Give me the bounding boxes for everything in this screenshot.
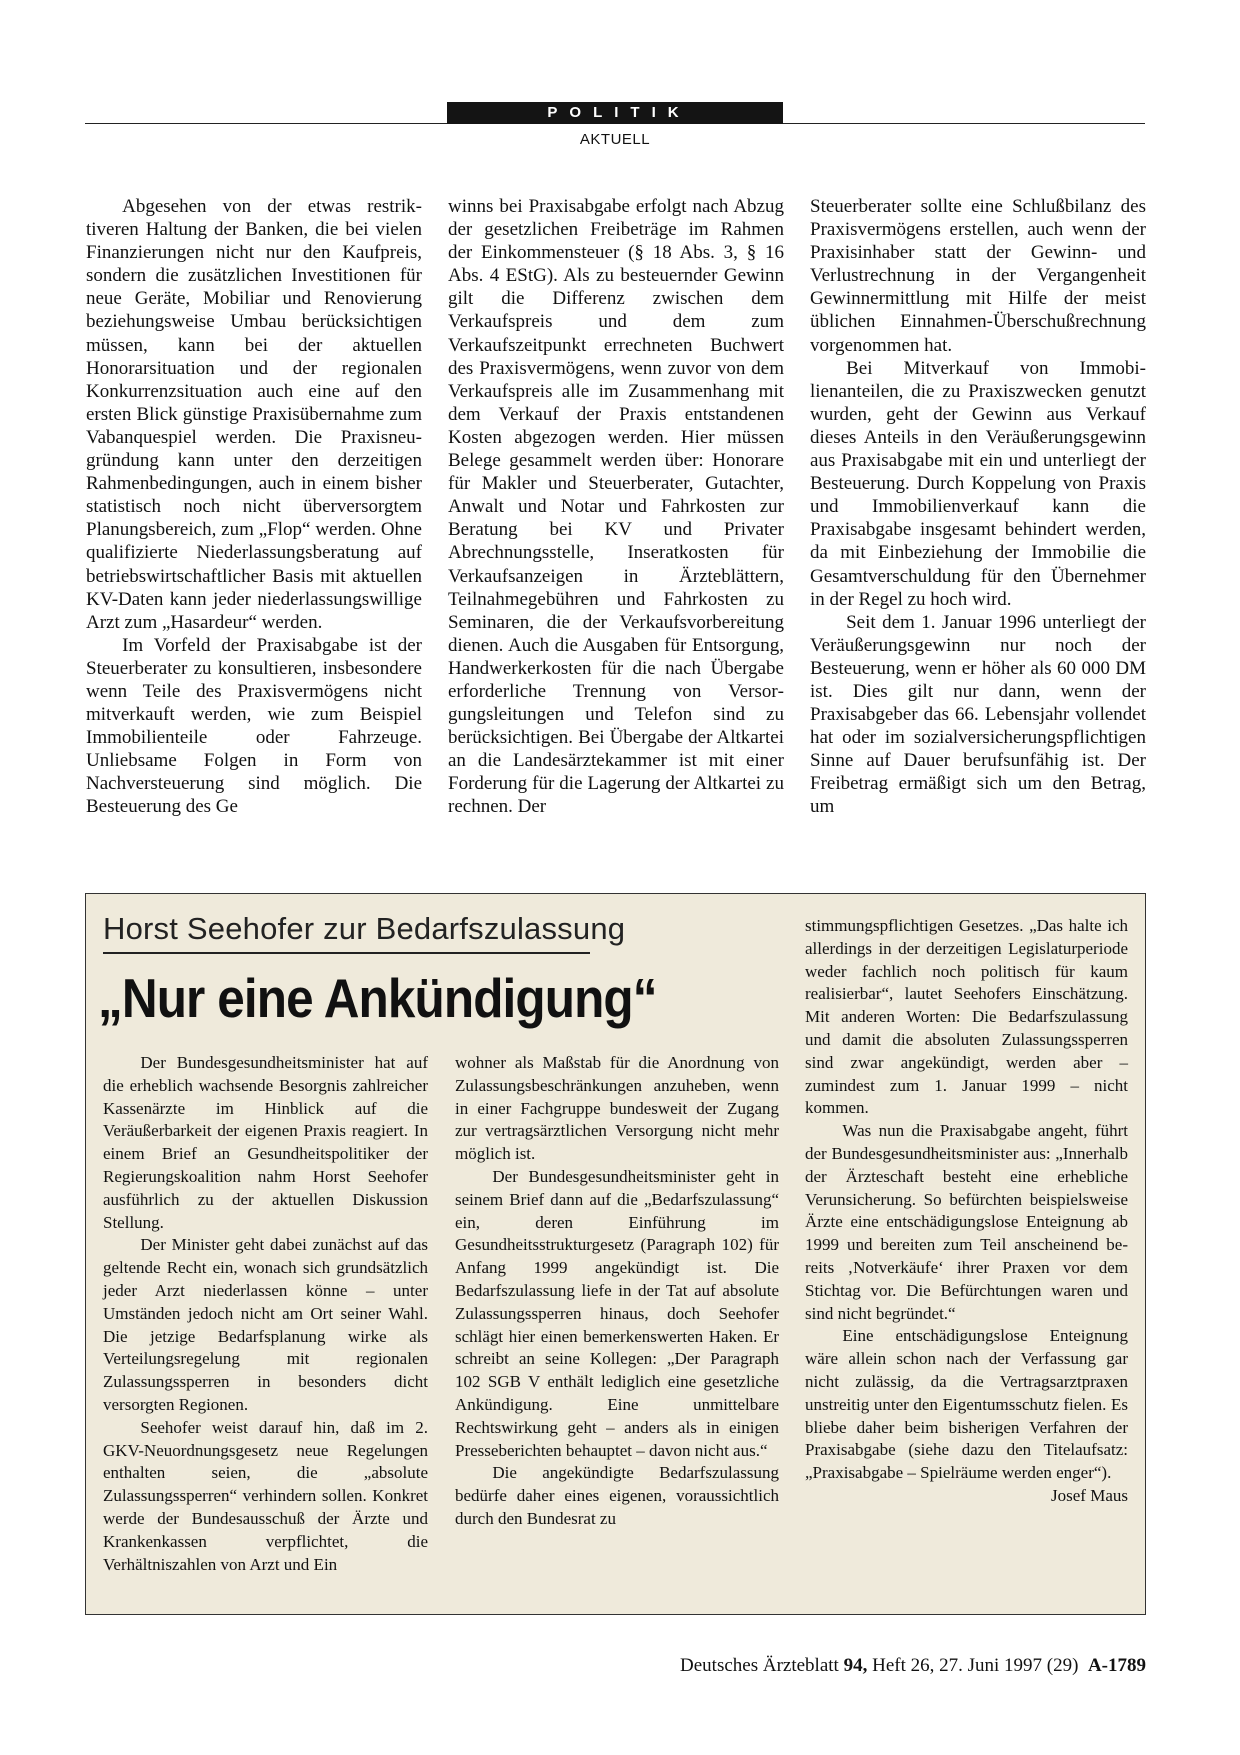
page-footer <box>600 1655 1146 1677</box>
paragraph: Abgesehen von der etwas restriktiveren Haltung der Banken, die bei vielen Finanzierungen nicht nur den Kaufpreis, sondern die zusätzlichen Investitionen für neue Geräte, Mobiliar und Renovierung beziehungsweise Umbau berücksichtigen müssen, kann bei der aktuellen Honorarsituation und der regionalen Konkurrenzsituation auch eine auf den ersten Blick günstige Praxisübernahme zum Vabanquespiel werden. Die Praxisneugründung kann unter den derzeitigen Rahmenbedingungen, auch in einem bisher statistisch noch nicht überversorgtem Planungsbereich, zum „Flop“ werden. Ohne qualifizierte Niederlassungsberatung auf betriebswirtschaftlicher Basis mit aktuellen KV-Daten kann jeder niederlassungswillige Arzt zum „Hasardeur“ werden. <box>86 196 422 633</box>
paragraph: Bei Mitverkauf von Immobilienanteilen, die zu Praxiszwecken genutzt wurden, geht der Gewinn aus Verkauf dieses Anteils in den Veräußerungsgewinn aus Praxisabgabe mit ein und unterliegt der Besteuerung. Durch Koppelung von Praxis und Immobilienverkauf kann die Praxisabgabe insgesamt behindert werden, da mit Einbeziehung der Immobilie die Gesamtverschuldung für den Übernehmer in der Regel zu hoch wird. <box>810 357 1146 610</box>
paragraph: Der Bundesgesundheitsminister hat auf die erheblich wachsende Besorgnis zahlreicher Kassenärzte im Hinblick auf die Veräußerbarkeit der eigenen Praxis reagiert. In einem Brief an Gesundheitspolitiker der Regierungskoalition nahm Horst Seehofer ausführlich zu der aktuellen Diskussion Stellung. <box>103 1053 428 1232</box>
page-number: A-1789 <box>1087 1655 1146 1676</box>
paragraph: Der Minister geht dabei zunächst auf das geltende Recht ein, wonach sich grundsätzlich jeder Arzt niederlassen könne – unter Umständen jedoch nicht am Ort seiner Wahl. Die jetzige Bedarfsplanung wirke als Verteilungsregelung mit regionalen Zulassungssperren in besonders dicht versorgten Regionen. <box>103 1235 428 1414</box>
box-headline: „Nur eine Ankündigung“ <box>98 967 657 1029</box>
paragraph: stimmungspflichtigen Gesetzes. „Das halte ich allerdings in der derzeitigen Legislaturperiode weder fachlich noch politisch für kaum realisierbar“, lautet Seehofers Einschätzung. Mit anderen Worten: Die Bedarfszulassung und damit die absoluten Zulassungssperren sind zwar angekündigt, werden aber – zumindest zum 1. Januar 1999 – nicht kommen. <box>805 916 1128 1118</box>
kicker-underline <box>103 952 590 954</box>
box-kicker: Horst Seehofer zur Bedarfszulassung <box>103 911 626 946</box>
paragraph: Was nun die Praxisabgabe angeht, führt der Bundesgesundheitsminister aus: „Innerhalb der Ärzteschaft besteht eine erhebliche Verunsicherung. So befürchten beispielsweise Ärzte eine entschädigungslose Enteignung ab 1999 und bereiten zum Teil anscheinend bereits ‚Notverkäufe‘ ihrer Praxen vor dem Stichtag vor. Die Befürchtungen waren und sind nicht begründet.“ <box>805 1121 1128 1323</box>
paragraph: Der Bundesgesundheitsminister geht in seinem Brief dann auf die „Bedarfszulassung“ ein, deren Einführung im Gesundheitsstrukturgesetz (Paragraph 102) für Anfang 1999 angekündigt ist. Die Bedarfszulassung liefe in der Tat auf absolute Zulassungssperren hinaus, doch Seehofer schlägt hier einen bemerkenswerten Haken. Er schreibt an seine Kollegen: „Der Paragraph 102 SGB V enthält lediglich eine gesetzliche Ankündigung. Eine unmittelbare Rechtswirkung geht – anders als in einigen Presseberichten behauptet – davon nicht aus.“ <box>455 1166 779 1460</box>
issue-info: Heft 26, 27. Juni 1997 (29) <box>872 1655 1079 1676</box>
paragraph-text: Eine entschädigungslose Enteignung wäre allein schon nach der Verfassung gar nicht zulässig, da die Vertragsarztpraxen unstreitig unter den Eigentumsschutz fielen. Es bliebe daher beim bisherigen Verfahren der Praxisabgabe (siehe dazu den Titelaufsatz: „Praxisabgabe – Spielräume werden enger“). <box>805 1326 1128 1483</box>
journal-name: Deutsches Ärzteblatt <box>680 1655 839 1676</box>
paragraph: wohner als Maßstab für die Anordnung von Zulassungsbeschränkungen anzuheben, wenn in einer Fachgruppe bundesweit der Zugang zur vertragsärztlichen Versorgung nicht mehr möglich ist. <box>455 1053 779 1164</box>
subsection-label: AKTUELL <box>579 131 651 148</box>
volume-number: 94, <box>843 1655 868 1676</box>
box-column-3 <box>805 915 1128 1508</box>
paragraph: Die angekündigte Bedarfszulassung bedürfe daher eines eigenen, voraussichtlich durch den Bundesrat zu <box>455 1463 779 1528</box>
article-column-3 <box>810 195 1146 819</box>
paragraph: Seehofer weist darauf hin, daß im 2. GKV-Neuordnungsgesetz neue Regelungen enthalten seien, die „absolute Zulassungssperren“ verhindern sollen. Konkret werde der Bundesausschuß der Ärzte und Krankenkassen verpflichtet, die Verhältniszahlen von Arzt und Ein <box>103 1417 428 1574</box>
box-column-1 <box>103 1052 428 1576</box>
section-label: POLITIK <box>447 102 783 124</box>
paragraph: Steuerberater sollte eine Schlußbilanz des Praxisvermögens erstellen, auch wenn der Praxisinhaber statt der Gewinn- und Verlustrechnung in der Vergangenheit Gewinnermittlung mit Hilfe der meist üblichen Einnahmen-Überschußrechnung vorgenommen hat. <box>810 196 1146 356</box>
paragraph <box>805 1325 1128 1505</box>
paragraph: Im Vorfeld der Praxisabgabe ist der Steuerberater zu konsultieren, insbesondere wenn Teile des Praxisvermögens nicht mitverkauft werden, wie zum Beispiel Immobilienteile oder Fahrzeuge. Unliebsame Folgen in Form von Nachversteuerung sind möglich. Die Besteuerung des Ge <box>86 634 422 818</box>
article-column-2 <box>448 195 784 819</box>
paragraph: Seit dem 1. Januar 1996 unterliegt der Veräußerungsgewinn nur noch der Besteuerung, wenn er höher als 60 000 DM ist. Dies gilt nur dann, wenn der Praxisabgeber das 66. Lebensjahr vollendet hat oder im sozialversicherungspflichtigen Sinne auf Dauer berufsunfähig ist. Der Freibetrag ermäßigt sich um den Betrag, um <box>810 611 1146 818</box>
article-column-1 <box>86 195 422 819</box>
author-name: Josef Maus <box>1051 1485 1128 1505</box>
paragraph: winns bei Praxisabgabe erfolgt nach Abzug der gesetzlichen Freibeträge im Rahmen der Einkommensteuer (§ 18 Abs. 3, § 16 Abs. 4 EStG). Als zu besteuernder Gewinn gilt die Differenz zwischen dem Verkaufspreis und dem zum Verkaufszeitpunkt errechneten Buchwert des Praxisvermögens, wenn zuvor von dem Verkaufspreis alle im Zusammenhang mit dem Verkauf der Praxis entstandenen Kosten abgezogen werden. Hier müssen Belege gesammelt werden über: Honorare für Makler und Steuerberater, Gutachter, Anwalt und Notar und Fahrkosten zur Beratung bei KV und Privater Abrechnungsstelle, Inseratkosten für Verkaufsanzeigen in Ärzteblättern, Teilnahmegebühren und Fahrkosten zu Seminaren, die der Verkaufsvorbereitung dienen. Auch die Ausgaben für Entsorgung, Handwerkerkosten für die nach Übergabe erforderliche Trennung von Versorgungsleitungen und Telefon sind zu berücksichtigen. Bei Übergabe der Altkartei an die Landesärztekammer ist mit einer Forderung für die Lagerung der Altkartei zu rechnen. Der <box>448 196 784 818</box>
box-column-2 <box>455 1052 779 1531</box>
